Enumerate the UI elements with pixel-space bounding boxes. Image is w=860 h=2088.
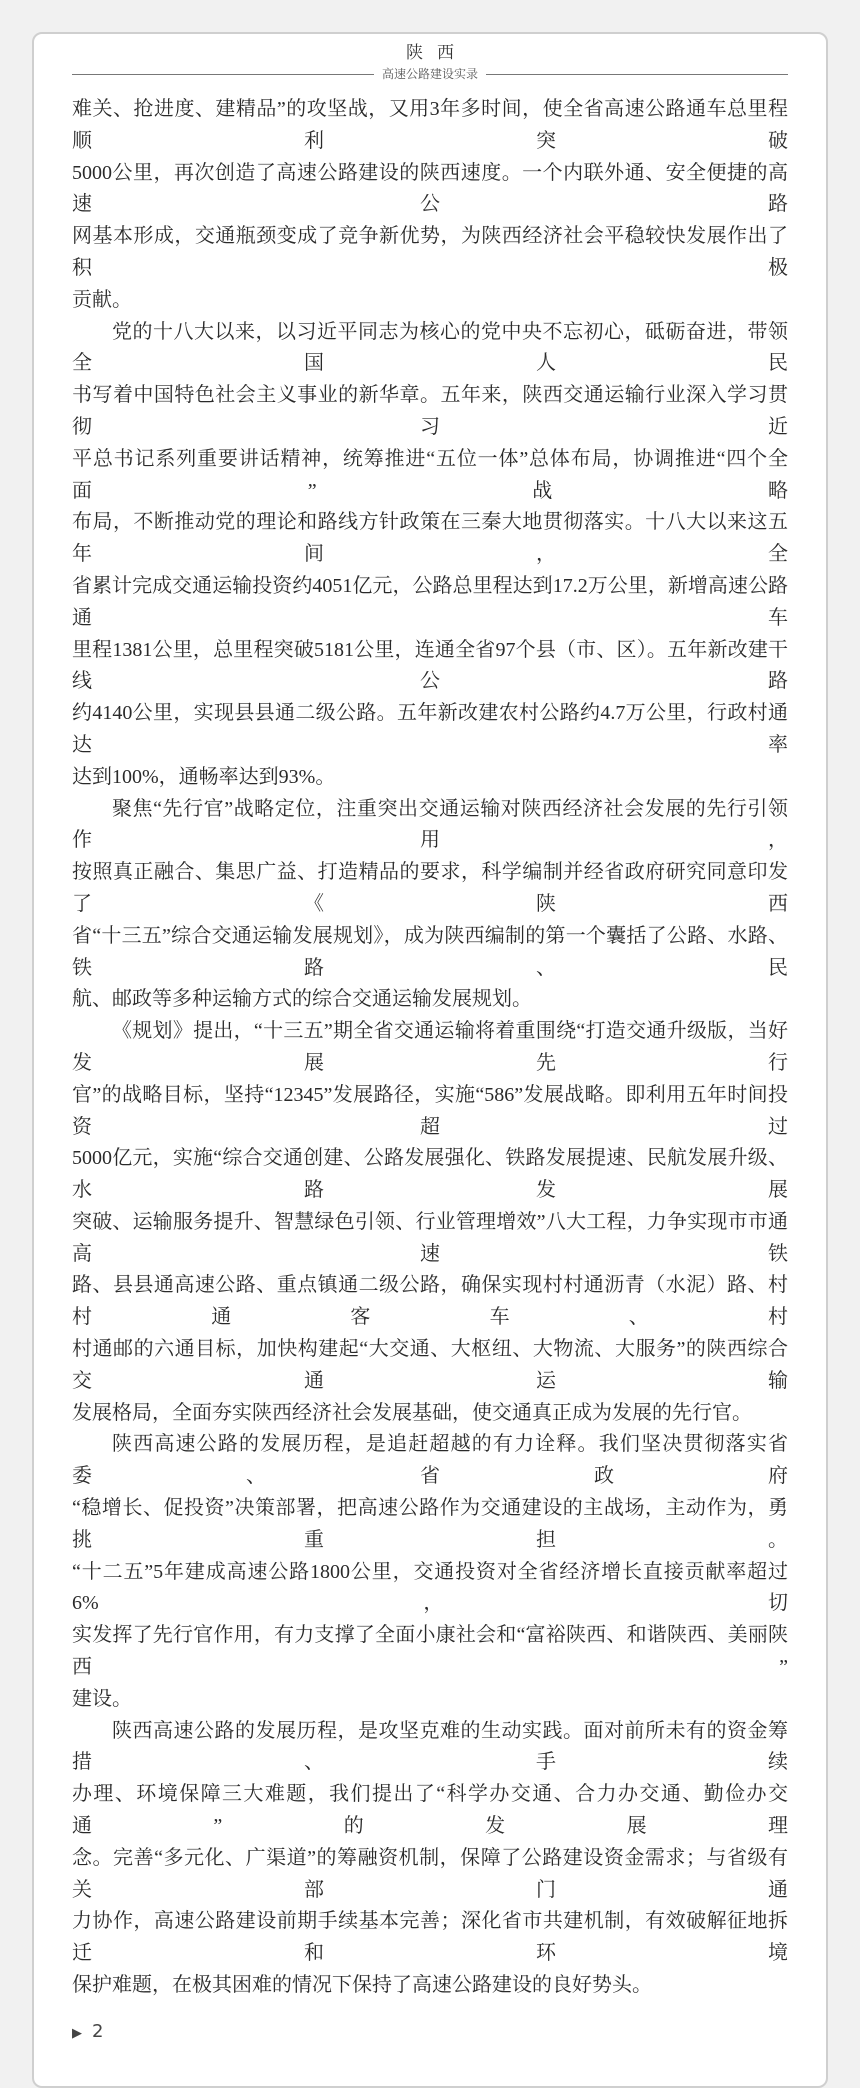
text-line: 念。完善“多元化、广渠道”的筹融资机制，保障了公路建设资金需求；与省级有关部门通 <box>72 1846 788 1901</box>
paragraph <box>72 94 788 317</box>
text-line: “稳增长、促投资”决策部署，把高速公路作为交通建设的主战场，主动作为，勇挑重担。 <box>72 1497 788 1551</box>
text-line: 力协作，高速公路建设前期手续基本完善；深化省市共建机制，有效破解征地拆迁和环境 <box>72 1910 788 1965</box>
body-text <box>72 94 788 2002</box>
text-line: 陕西高速公路的发展历程，是追赶超越的有力诠释。我们坚决贯彻落实省委、省政府 <box>72 1433 788 1488</box>
text-line: 布局，不断推动党的理论和路线方针政策在三秦大地贯彻落实。十八大以来这五年间，全 <box>72 511 788 566</box>
text-line: 办理、环境保障三大难题，我们提出了“科学办交通、合力办交通、勤俭办交通”的发展理 <box>72 1783 788 1838</box>
text-line: 《规划》提出，“十三五”期全省交通运输将着重围绕“打造交通升级版，当好发展先行 <box>72 1020 788 1074</box>
header-rule-left <box>72 74 374 75</box>
text-line: 5000公里，再次创造了高速公路建设的陕西速度。一个内联外通、安全便捷的高速公路 <box>72 161 788 216</box>
text-line: 贡献。 <box>72 288 132 311</box>
text-line: 达到100%，通畅率达到93%。 <box>72 765 336 788</box>
paragraph <box>72 1429 788 1715</box>
text-line: 按照真正融合、集思广益、打造精品的要求，科学编制并经省政府研究同意印发了《陕西 <box>72 861 788 915</box>
text-line: 聚焦“先行官”战略定位，注重突出交通运输对陕西经济社会发展的先行引领作用， <box>72 797 788 852</box>
paragraph <box>72 1716 788 2002</box>
page-number <box>72 2020 788 2046</box>
text-line: 保护难题，在极其困难的情况下保持了高速公路建设的良好势头。 <box>72 1974 652 1997</box>
header-rule-right <box>486 74 788 75</box>
text-line: 省“十三五”综合交通运输发展规划》，成为陕西编制的第一个囊括了公路、水路、铁路、民 <box>72 924 788 979</box>
text-line: 官”的战略目标，坚持“12345”发展路径，实施“586”发展战略。即利用五年时间投资超过 <box>72 1083 788 1138</box>
text-line: 书写着中国特色社会主义事业的新华章。五年来，陕西交通运输行业深入学习贯彻习近 <box>72 384 788 438</box>
paragraph <box>72 317 788 794</box>
text-line: 路、县县通高速公路、重点镇通二级公路，确保实现村村通沥青（水泥）路、村村通客车、村 <box>72 1274 788 1329</box>
text-line: 5000亿元，实施“综合交通创建、公路发展强化、铁路发展提速、民航发展升级、水路发展 <box>72 1147 788 1202</box>
text-line: 平总书记系列重要讲话精神，统筹推进“五位一体”总体布局，协调推进“四个全面”战略 <box>72 447 788 502</box>
page-number-text: 2 <box>92 2020 104 2042</box>
book-page <box>32 32 828 2088</box>
text-line: 约4140公里，实现县县通二级公路。五年新改建农村公路约4.7万公里，行政村通达率 <box>72 702 788 756</box>
text-line: 发展格局，全面夯实陕西经济社会发展基础，使交通真正成为发展的先行官。 <box>72 1401 752 1424</box>
triangle-marker-icon: ▶ <box>72 2025 82 2041</box>
text-line: 网基本形成，交通瓶颈变成了竞争新优势，为陕西经济社会平稳较快发展作出了积极 <box>72 225 788 279</box>
text-line: 陕西高速公路的发展历程，是攻坚克难的生动实践。面对前所未有的资金筹措、手续 <box>72 1719 788 1774</box>
text-line: 建设。 <box>72 1687 132 1710</box>
text-line: 省累计完成交通运输投资约4051亿元，公路总里程达到17.2万公里，新增高速公路通车 <box>72 574 788 629</box>
text-line: 里程1381公里，总里程突破5181公里，连通全省97个县（市、区）。五年新改建干线公路 <box>72 638 788 693</box>
text-line: 党的十八大以来，以习近平同志为核心的党中央不忘初心，砥砺奋进，带领全国人民 <box>72 320 788 375</box>
paragraph <box>72 794 788 1017</box>
header-row <box>72 66 788 82</box>
text-line: 村通邮的六通目标，加快构建起“大交通、大枢纽、大物流、大服务”的陕西综合交通运输 <box>72 1338 788 1392</box>
text-line: 实发挥了先行官作用，有力支撑了全面小康社会和“富裕陕西、和谐陕西、美丽陕西” <box>72 1624 788 1679</box>
text-line: “十二五”5年建成高速公路1800公里，交通投资对全省经济增长直接贡献率超过6%，切 <box>72 1560 788 1615</box>
running-header-title: 陕西 <box>406 43 468 62</box>
text-line: 突破、运输服务提升、智慧绿色引领、行业管理增效”八大工程，力争实现市市通高速铁 <box>72 1210 788 1265</box>
text-line: 航、邮政等多种运输方式的综合交通运输发展规划。 <box>72 988 532 1011</box>
running-header-subtitle: 高速公路建设实录 <box>382 67 479 81</box>
text-line: 难关、抢进度、建精品”的攻坚战，又用3年多时间，使全省高速公路通车总里程顺利突破 <box>72 98 788 152</box>
paragraph <box>72 1016 788 1429</box>
running-header <box>72 42 788 94</box>
